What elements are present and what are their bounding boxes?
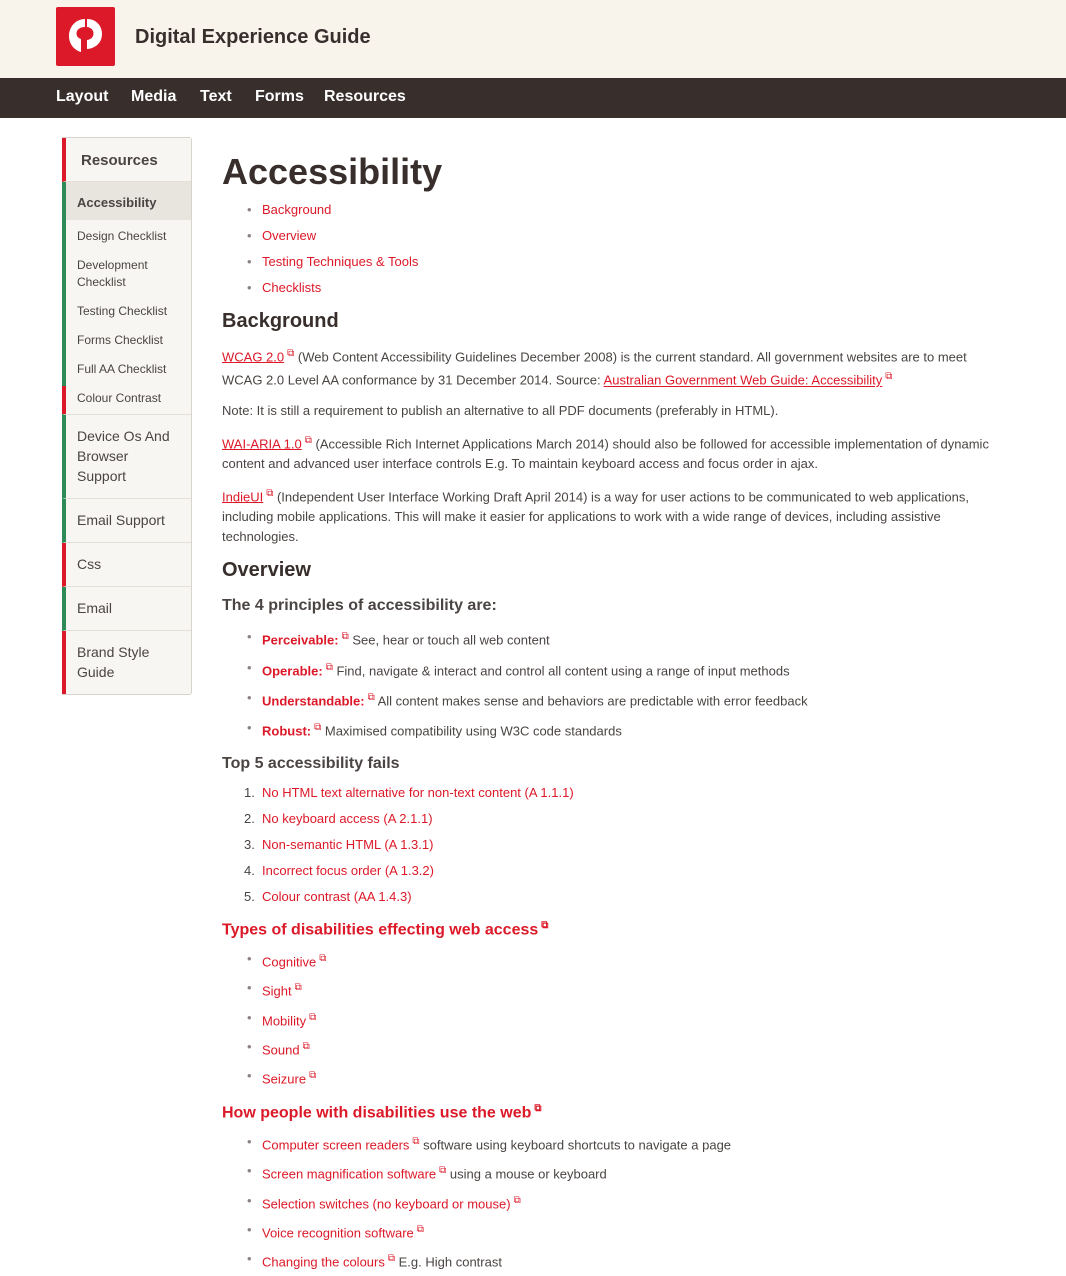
sidebar-title[interactable]: Resources [62, 138, 191, 182]
logo-icon[interactable] [56, 7, 115, 66]
toc-link-background[interactable]: Background [262, 202, 332, 217]
web-guide-link[interactable]: Australian Government Web Guide: Accessibility [603, 372, 883, 388]
disability-sight-link[interactable]: Sight [262, 983, 292, 999]
background-heading: Background [222, 310, 339, 332]
external-link-icon: ⧉ [534, 1102, 542, 1114]
toc-link-checklists[interactable]: Checklists [262, 280, 322, 295]
list-item [222, 197, 1002, 223]
external-link-icon: ⧉ [325, 661, 333, 673]
disabilities-heading[interactable] [222, 920, 1002, 939]
paragraph-text: (Web Content Accessibility Guidelines December 2008) is the current standard. All government websites are to meet WCAG 2.0 Level AA conformance by 31 December 2014. Source: [222, 349, 967, 388]
external-link-icon: ⧉ [541, 919, 549, 931]
screen-magnification-link[interactable]: Screen magnification software [262, 1166, 437, 1182]
sidebar-group-email-support [62, 499, 191, 543]
principle-understandable[interactable]: Understandable: [262, 693, 365, 709]
paragraph-text: (Accessible Rich Internet Applications March 2014) should also be followed for accessible implementation of dynamic content and advanced user interface controls E.g. To maintain keyboard access and focus order in ajax. [222, 435, 989, 471]
principle-perceivable[interactable]: Perceivable: [262, 632, 339, 648]
list-item [222, 1034, 1002, 1063]
principle-desc: All content makes sense and behaviors are predictable with error feedback [377, 693, 808, 709]
external-link-icon: ⧉ [885, 371, 893, 383]
background-paragraph-2: Note: It is still a requirement to publish an alternative to all PDF documents (preferably in HTML). [222, 402, 779, 418]
list-item [222, 223, 1002, 249]
sidebar-group-css [62, 543, 191, 587]
list-item: 3. Non-semantic HTML (A 1.3.1) [244, 836, 434, 852]
external-link-icon: ⧉ [309, 1011, 317, 1023]
sidebar-item-brand-style-guide[interactable]: Brand Style Guide [77, 644, 150, 680]
disability-seizure-link[interactable]: Seizure [262, 1071, 307, 1087]
sidebar-item-css[interactable]: Css [77, 556, 102, 572]
fail-link[interactable]: No HTML text alternative for non-text content (A 1.1.1) [262, 784, 574, 800]
top-navigation [0, 78, 1066, 118]
sidebar-group-brand-style-guide [62, 631, 191, 694]
sidebar-group-device [62, 415, 191, 499]
list-item [222, 623, 1002, 653]
site-header [0, 0, 1066, 78]
list-item [222, 1005, 1002, 1034]
nav-item-text[interactable]: Text [200, 88, 232, 105]
wcag-link[interactable]: WCAG 2.0 [222, 349, 285, 365]
principle-desc: See, hear or touch all web content [352, 632, 550, 648]
background-paragraph-1 [222, 344, 1002, 391]
background-paragraph-3 [222, 431, 1002, 474]
use-desc: using a mouse or keyboard [449, 1166, 607, 1182]
page-title: Accessibility [222, 151, 443, 192]
list-item: 5. Colour contrast (AA 1.4.3) [244, 888, 412, 904]
external-link-icon: ⧉ [439, 1165, 447, 1177]
nav-item-media[interactable]: Media [131, 88, 177, 105]
external-link-icon: ⧉ [319, 952, 327, 964]
list-item [222, 1246, 1002, 1275]
sidebar-group-accessibility [62, 182, 191, 415]
external-link-icon: ⧉ [387, 1253, 395, 1265]
toc-list [222, 197, 1002, 301]
sidebar-item-accessibility[interactable]: Accessibility [66, 182, 191, 220]
fail-link[interactable]: Non-semantic HTML (A 1.3.1) [262, 836, 434, 852]
fails-heading: Top 5 accessibility fails [222, 754, 400, 772]
nav-item-resources[interactable]: Resources [324, 88, 406, 105]
nav-item-layout[interactable]: Layout [56, 88, 109, 105]
external-link-icon: ⧉ [314, 722, 322, 734]
list-item [222, 684, 1002, 714]
principle-desc: Maximised compatibility using W3C code standards [324, 723, 622, 739]
sidebar-item-email[interactable]: Email [77, 600, 113, 616]
list-item [222, 275, 1002, 301]
list-item [222, 1217, 1002, 1246]
overview-heading: Overview [222, 559, 311, 582]
list-item: 1. No HTML text alternative for non-text content (A 1.1.1) [244, 784, 574, 800]
fail-link[interactable]: No keyboard access (A 2.1.1) [262, 810, 433, 826]
principles-list [222, 623, 1002, 744]
external-link-icon: ⧉ [513, 1194, 521, 1206]
principle-desc: Find, navigate & interact and control all content using a range of input methods [336, 662, 790, 678]
list-item [222, 1129, 1002, 1158]
toc-link-testing[interactable]: Testing Techniques & Tools [262, 254, 419, 269]
disabilities-heading-text[interactable]: Types of disabilities effecting web access [222, 920, 539, 938]
nav-item-forms[interactable]: Forms [255, 88, 304, 105]
list-item [222, 249, 1002, 275]
principles-heading: The 4 principles of accessibility are: [222, 597, 497, 615]
toc-link-overview[interactable]: Overview [262, 228, 317, 243]
sidebar-group-email [62, 587, 191, 631]
external-link-icon: ⧉ [266, 487, 274, 499]
indieui-link[interactable]: IndieUI [222, 489, 264, 505]
use-heading[interactable] [222, 1103, 1002, 1122]
external-link-icon: ⧉ [304, 434, 312, 446]
fails-list [222, 780, 1002, 910]
screen-readers-link[interactable]: Computer screen readers [262, 1137, 410, 1153]
use-desc: E.g. High contrast [398, 1254, 502, 1270]
use-heading-text[interactable]: How people with disabilities use the web [222, 1103, 532, 1121]
use-list [222, 1129, 1002, 1276]
changing-colours-link[interactable]: Changing the colours [262, 1254, 385, 1270]
sidebar-subitem-development-checklist[interactable]: Development Checklist [77, 258, 148, 289]
selection-switches-link[interactable]: Selection switches (no keyboard or mouse) [262, 1195, 511, 1211]
disabilities-list [222, 946, 1002, 1093]
sidebar-subitem-testing-checklist[interactable]: Testing Checklist [77, 304, 168, 318]
wai-aria-link[interactable]: WAI-ARIA 1.0 [222, 435, 302, 451]
use-desc: software using keyboard shortcuts to navigate a page [423, 1137, 732, 1153]
external-link-icon: ⧉ [367, 691, 375, 703]
sidebar-subitem-design-checklist[interactable]: Design Checklist [77, 229, 167, 243]
external-link-icon: ⧉ [302, 1040, 310, 1052]
paragraph-text: (Independent User Interface Working Draft April 2014) is a way for user actions to be communicated to web applications, including mobile applications. This will make it easier for applications to work with a wide range of devices, including assistive technologies. [222, 489, 969, 545]
voice-recognition-link[interactable]: Voice recognition software [262, 1225, 414, 1241]
main-content [222, 148, 1002, 1276]
list-item [222, 946, 1002, 975]
list-item [222, 714, 1002, 744]
disability-sound-link[interactable]: Sound [262, 1042, 300, 1058]
list-item: 4. Incorrect focus order (A 1.3.2) [244, 862, 434, 878]
sidebar-item-email-support[interactable]: Email Support [77, 512, 165, 528]
external-link-icon: ⧉ [309, 1070, 317, 1082]
principle-operable[interactable]: Operable: [262, 662, 323, 678]
list-item: 2. No keyboard access (A 2.1.1) [244, 810, 433, 826]
sidebar-item-device-os-browser-support[interactable]: Device Os And Browser Support [77, 428, 170, 484]
sidebar [62, 137, 192, 695]
external-link-icon: ⧉ [294, 982, 302, 994]
list-item [222, 1063, 1002, 1092]
principle-robust[interactable]: Robust: [262, 723, 312, 739]
background-paragraph-4 [222, 484, 1002, 547]
sidebar-subitem-forms-checklist[interactable]: Forms Checklist [77, 333, 164, 347]
sidebar-subitem-full-aa-checklist[interactable]: Full AA Checklist [77, 362, 167, 376]
list-item [222, 975, 1002, 1004]
external-link-icon: ⧉ [416, 1223, 424, 1235]
disability-mobility-link[interactable]: Mobility [262, 1012, 307, 1028]
fail-link[interactable]: Incorrect focus order (A 1.3.2) [262, 862, 434, 878]
external-link-icon: ⧉ [287, 348, 295, 359]
list-item [222, 1188, 1002, 1217]
sidebar-subitem-colour-contrast[interactable]: Colour Contrast [77, 391, 162, 405]
list-item [222, 654, 1002, 684]
site-title[interactable]: Digital Experience Guide [135, 26, 371, 48]
disability-cognitive-link[interactable]: Cognitive [262, 954, 317, 970]
fail-link[interactable]: Colour contrast (AA 1.4.3) [262, 888, 412, 904]
external-link-icon: ⧉ [412, 1135, 420, 1147]
list-item [222, 1158, 1002, 1187]
external-link-icon: ⧉ [341, 631, 349, 643]
